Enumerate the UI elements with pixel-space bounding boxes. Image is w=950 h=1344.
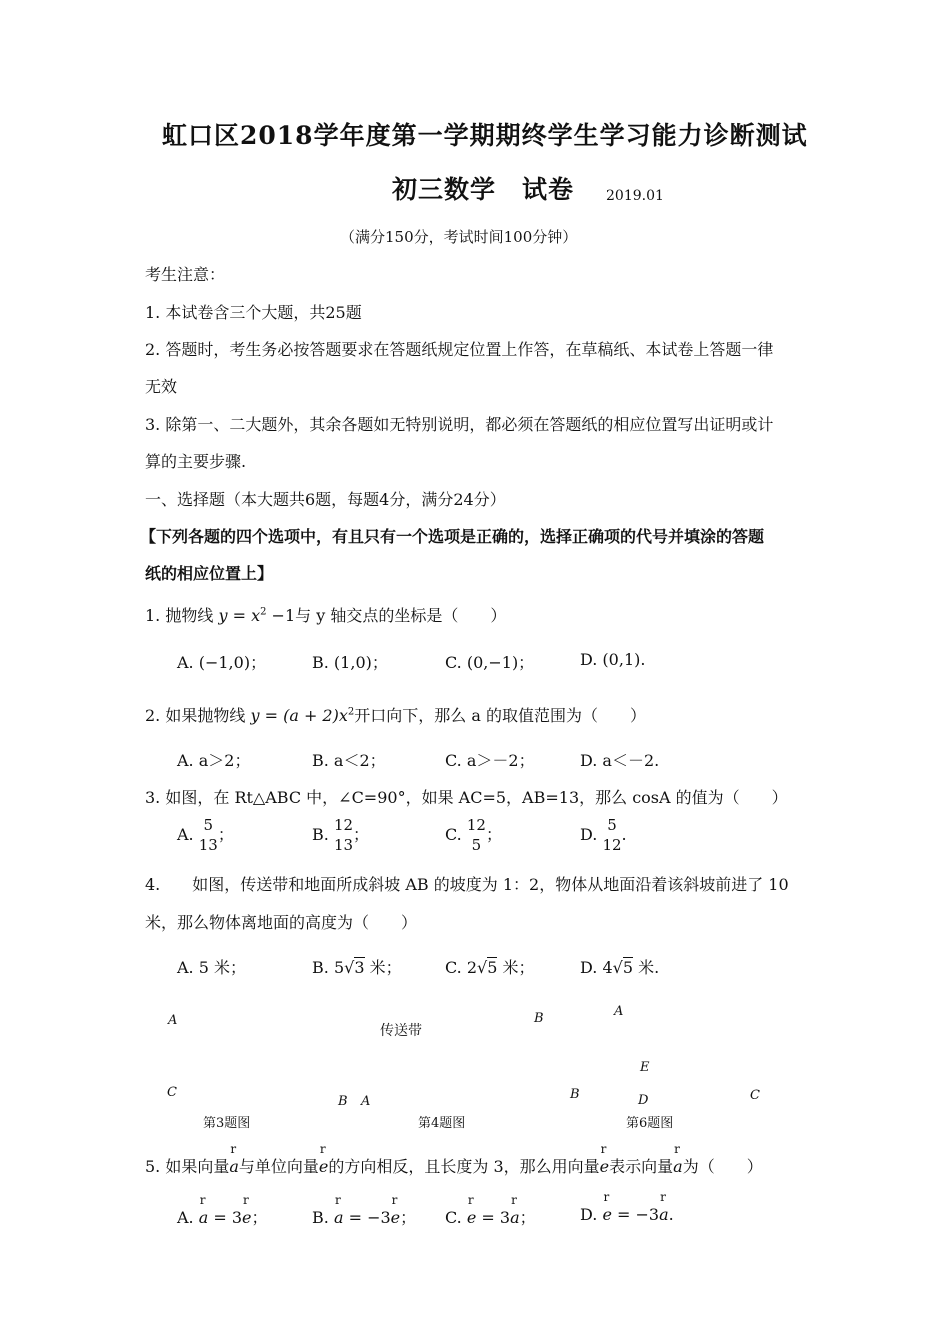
q4-option-c <box>445 955 535 978</box>
sqrt-icon: √ <box>477 958 488 977</box>
fig6-label-c: C <box>750 1088 760 1103</box>
section-1-instruction-cont: 纸的相应位置上】 <box>145 564 274 583</box>
question-5 <box>145 1142 763 1177</box>
conveyor-label: 传送带 <box>380 1023 422 1039</box>
q5-suffix: 为（ ） <box>682 1157 763 1176</box>
fig4-caption: 第4题图 <box>418 1116 466 1131</box>
q5-prefix: 5. 如果向量 <box>145 1157 230 1176</box>
q3-b-numerator: 12 <box>333 816 354 834</box>
fig6-label-b: B <box>570 1087 580 1102</box>
q5-c-letter: C. <box>445 1208 462 1227</box>
notice-item-1: 1. 本试卷含三个大题，共25题 <box>145 303 362 322</box>
q5-d-letter: D. <box>580 1205 598 1224</box>
q3-b-end: ； <box>353 824 370 844</box>
fig4-label-a: A <box>361 1094 371 1109</box>
q5-mid3: 表示向量 <box>609 1157 674 1176</box>
q3-b-denominator: 13 <box>333 836 354 855</box>
q4-c-letter: C. <box>445 958 462 977</box>
q3-option-b <box>312 815 369 856</box>
q5-a-end: ； <box>251 1208 268 1227</box>
q4-c-unit: 米； <box>502 958 535 977</box>
q3-d-denominator: 12 <box>602 836 622 855</box>
vector-e-symbol: e <box>599 1157 610 1176</box>
q2-option-b: B. a＜2； <box>312 751 386 770</box>
q5-c-lhs: e <box>466 1208 477 1227</box>
vector-a-symbol: a <box>673 1157 683 1176</box>
fig3-caption: 第3题图 <box>203 1116 251 1131</box>
vector-arrow-icon: r <box>511 1193 517 1207</box>
sqrt-icon: √ <box>344 958 355 977</box>
q4-d-letter: D. <box>580 958 598 977</box>
fig6-caption: 第6题图 <box>626 1116 674 1131</box>
q2-suffix: 开口向下，那么 a 的取值范围为（ ） <box>354 706 646 725</box>
q5-option-d <box>580 1190 674 1224</box>
q1-suffix: 与 y 轴交点的坐标是（ ） <box>295 606 507 625</box>
vector-arrow-icon: r <box>319 1142 326 1156</box>
q3-a-end: ； <box>217 824 234 844</box>
vector-e <box>318 1142 329 1176</box>
q2-option-c: C. a＞－2； <box>445 751 535 770</box>
q3-a-letter: A. <box>177 824 194 844</box>
vector-a <box>673 1142 683 1176</box>
q4-b-letter: B. <box>312 958 329 977</box>
notice-heading: 考生注意： <box>145 265 226 284</box>
q3-c-denominator: 5 <box>471 836 482 855</box>
vector-e-symbol: e <box>318 1157 329 1176</box>
vector-arrow-icon: r <box>243 1193 249 1207</box>
fig6-label-d: D <box>638 1093 649 1108</box>
vector-lhs <box>333 1193 344 1227</box>
q2-option-d: D. a＜－2. <box>580 751 660 770</box>
notice-item-3-cont: 算的主要步骤. <box>145 452 247 471</box>
question-4: 4. 如图，传送带和地面所成斜坡 AB 的坡度为 1：2，物体从地面沿着该斜坡前进了 10 <box>145 875 789 894</box>
vector-a-symbol: a <box>229 1157 239 1176</box>
fig3-label-a: A <box>168 1013 178 1028</box>
vector-e <box>599 1142 610 1176</box>
exam-date: 2019.01 <box>606 188 664 204</box>
q5-c-end: ； <box>519 1208 536 1227</box>
q3-b-fraction <box>334 815 353 856</box>
q1-exponent: 2 <box>260 606 267 618</box>
vector-arrow-icon: r <box>334 1193 341 1207</box>
q5-b-op: = −3 <box>343 1208 391 1227</box>
vector-arrow-icon: r <box>603 1190 610 1204</box>
q3-a-denominator: 13 <box>198 836 218 855</box>
q3-c-numerator: 12 <box>466 816 486 834</box>
q4-c-radicand: 5 <box>487 958 498 977</box>
q5-b-lhs: a <box>333 1208 344 1227</box>
q5-d-lhs: e <box>602 1205 612 1224</box>
vector-arrow-icon: r <box>660 1190 666 1204</box>
q5-a-letter: A. <box>177 1208 194 1227</box>
q2-option-a: A. a＞2； <box>177 751 251 770</box>
vector-rhs <box>659 1190 669 1224</box>
vector-arrow-icon: r <box>199 1193 206 1207</box>
q5-mid2: 的方向相反，且长度为 3，那么用向量 <box>328 1157 600 1176</box>
q3-c-fraction <box>467 815 486 856</box>
q2-equation: y = (a + 2)x <box>250 706 348 725</box>
q3-option-d <box>580 815 627 856</box>
q2-exponent: 2 <box>347 706 355 718</box>
q4-b-radicand: 3 <box>354 958 365 977</box>
q3-b-letter: B. <box>312 824 329 844</box>
q2-prefix: 2. 如果抛物线 <box>145 706 246 725</box>
fig6-label-e: E <box>640 1060 650 1075</box>
sqrt-icon: √ <box>612 958 623 977</box>
notice-item-2: 2. 答题时，考生务必按答题要求在答题纸规定位置上作答，在草稿纸、本试卷上答题一律 <box>145 340 774 359</box>
vector-lhs <box>198 1193 209 1227</box>
q4-d-unit: 米. <box>638 958 660 977</box>
vector-a <box>229 1142 239 1176</box>
q5-d-end: . <box>668 1205 674 1224</box>
vector-arrow-icon: r <box>230 1142 237 1156</box>
q5-d-rhs: a <box>659 1205 669 1224</box>
q3-d-end: . <box>621 824 627 844</box>
q1-equation-rest: −1 <box>266 606 296 625</box>
q1-option-b: B. (1,0)； <box>312 653 388 672</box>
vector-rhs <box>390 1193 401 1227</box>
question-1 <box>145 603 506 626</box>
section-1-heading: 一、选择题（本大题共6题，每题4分，满分24分） <box>145 490 506 509</box>
q5-d-op: = −3 <box>611 1205 660 1224</box>
q3-d-fraction <box>602 815 621 856</box>
q4-d-radicand: 5 <box>622 958 634 977</box>
q4-option-d <box>580 955 659 978</box>
q4-c-coef: 2 <box>466 958 478 977</box>
vector-arrow-icon: r <box>674 1142 680 1156</box>
question-3: 3. 如图，在 Rt△ABC 中，∠C=90°，如果 AC=5，AB=13，那么 cosA 的值为（ ） <box>145 788 788 807</box>
q1-prefix: 1. 抛物线 <box>145 606 214 625</box>
vector-arrow-icon: r <box>467 1193 474 1207</box>
exam-title: 虹口区2018学年度第一学期期终学生学习能力诊断测试 <box>162 121 808 150</box>
q3-c-letter: C. <box>445 824 462 844</box>
q4-option-a <box>177 955 246 978</box>
q5-mid1: 与单位向量 <box>238 1157 319 1176</box>
exam-info: （满分150分，考试时间100分钟） <box>340 228 578 246</box>
q3-option-c <box>445 815 502 856</box>
q5-a-op: = 3 <box>208 1208 243 1227</box>
q4-a-coef: 5 <box>198 958 209 977</box>
q4-a-letter: A. <box>177 958 194 977</box>
vector-arrow-icon: r <box>600 1142 607 1156</box>
q4-option-b <box>312 955 402 978</box>
q3-a-numerator: 5 <box>203 816 214 834</box>
vector-arrow-icon: r <box>391 1193 398 1207</box>
exam-subtitle: 初三数学 试卷 <box>392 175 575 204</box>
section-1-instruction: 【下列各题的四个选项中，有且只有一个选项是正确的，选择正确项的代号并填涂的答题 <box>140 527 765 546</box>
q5-c-rhs: a <box>510 1208 520 1227</box>
q4-d-coef: 4 <box>602 958 613 977</box>
q3-c-end: ； <box>485 824 502 844</box>
q5-b-rhs: e <box>390 1208 401 1227</box>
q5-option-c <box>445 1193 536 1228</box>
fig4-label-b: B <box>338 1094 348 1109</box>
q5-option-b <box>312 1193 417 1228</box>
vector-rhs <box>510 1193 520 1227</box>
q3-a-fraction <box>199 815 218 856</box>
q3-d-numerator: 5 <box>607 816 617 834</box>
q5-a-lhs: a <box>198 1208 209 1227</box>
q3-d-letter: D. <box>580 824 598 844</box>
fig6-label-b-top: B <box>534 1011 544 1026</box>
q1-equation: y = x <box>218 606 261 625</box>
q5-b-letter: B. <box>312 1208 329 1227</box>
fig6-label-a: A <box>614 1004 624 1019</box>
notice-item-3: 3. 除第一、二大题外，其余各题如无特别说明，都必须在答题纸的相应位置写出证明或计 <box>145 415 774 434</box>
question-2 <box>145 703 646 726</box>
q5-a-rhs: e <box>242 1208 252 1227</box>
vector-lhs <box>602 1190 612 1224</box>
q1-option-d: D. (0,1). <box>580 650 646 669</box>
q1-option-c: C. (0,−1)； <box>445 653 535 672</box>
q4-b-coef: 5 <box>333 958 345 977</box>
q3-option-a <box>177 815 234 856</box>
fig3-label-c: C <box>167 1085 177 1100</box>
vector-rhs <box>242 1193 252 1227</box>
q1-option-a: A. (−1,0)； <box>177 653 267 672</box>
q5-c-op: = 3 <box>476 1208 511 1227</box>
question-4-cont: 米，那么物体离地面的高度为（ ） <box>145 913 418 932</box>
q4-b-unit: 米； <box>369 958 402 977</box>
q5-option-a <box>177 1193 268 1228</box>
vector-lhs <box>466 1193 477 1227</box>
notice-item-2-cont: 无效 <box>145 377 178 396</box>
q4-a-unit: 米； <box>214 958 247 977</box>
q5-b-end: ； <box>400 1208 417 1227</box>
